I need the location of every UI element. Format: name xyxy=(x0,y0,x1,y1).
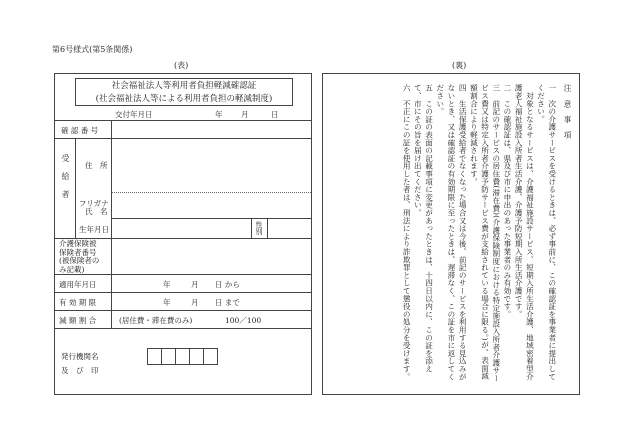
front-side-header: (表) xyxy=(174,61,189,70)
rule xyxy=(55,120,311,121)
address-label: 住 所 xyxy=(85,161,108,170)
expiry-month-label: 月 xyxy=(191,298,199,307)
seal-box xyxy=(203,348,218,365)
note-item: 四 生活保護受給者でなくなった場合又は今後、前記のサービスを利用する見込みがないとき、又は確認証の有効期限に至ったときは、遅滞なく、この証を市に返してください。 xyxy=(435,84,468,381)
insured-number-line: (被保険者の xyxy=(59,256,100,266)
rule xyxy=(55,138,311,139)
rule xyxy=(251,218,252,238)
rule xyxy=(111,120,112,238)
rule xyxy=(111,238,112,328)
card-title-box xyxy=(75,78,293,106)
issuer-seal-boxes xyxy=(147,348,217,365)
expiry-label: 有 効 期 限 xyxy=(59,298,97,307)
reduction-rate-label: 減 額 割 合 xyxy=(59,316,97,325)
seal-box xyxy=(175,348,190,365)
sex-label: 性別 xyxy=(255,221,263,235)
issue-year-label: 年 xyxy=(215,110,223,119)
issue-date-label: 交付年月日 xyxy=(115,110,153,119)
rule xyxy=(55,310,311,311)
birthdate-label: 生年月日 xyxy=(79,225,109,234)
form-number-label: 第6号様式(第5条関係) xyxy=(52,45,133,54)
note-item: 対象となるサービスは、介護福祉施設サービス、短期入所生活介護、地域密着型介護老人福祉施設入所者生活介護、介護予防短期入所生活介護です。 xyxy=(514,84,535,381)
notes-text xyxy=(401,84,573,384)
issue-date-row xyxy=(55,109,311,119)
card-title: 社会福祉法人等利用者負担軽減確認証 xyxy=(111,81,257,91)
note-item: 一 次の介護サービスを受けるときは、必ず事前に、この確認証を事業者に提出してください。 xyxy=(536,84,557,381)
insured-number-line: み記載) xyxy=(59,264,85,274)
rule xyxy=(75,138,76,238)
issuer-line: 発行機関名 xyxy=(61,352,99,361)
issue-month-label: 月 xyxy=(241,110,249,119)
rule xyxy=(111,218,311,219)
expiry-day-label: 日 まで xyxy=(215,298,240,307)
insured-number-line: 介護保険被 xyxy=(59,239,97,248)
start-day-label: 日 から xyxy=(215,280,240,289)
seal-box xyxy=(161,348,176,365)
note-item: 二 この確認証は、県及び市に申出のあった事業者のみ有効です。 xyxy=(502,84,512,318)
issue-day-label: 日 xyxy=(271,110,279,119)
seal-box xyxy=(189,348,204,365)
recipient-label: 受給者 xyxy=(61,154,70,208)
back-card xyxy=(322,73,580,395)
issuer-label xyxy=(61,350,99,378)
start-month-label: 月 xyxy=(191,280,199,289)
furigana-label: フリガナ xyxy=(79,199,109,208)
furigana-divider xyxy=(111,192,311,193)
notes-title: 注 意 事 項 xyxy=(563,84,572,139)
note-item: 六 不正にこの証を使用した者は、刑法により詐欺罪として懲役の処分を受けます。 xyxy=(402,84,412,381)
expiry-year-label: 年 xyxy=(163,298,171,307)
insured-number-label xyxy=(59,240,99,274)
note-item: 三 前記のサービスの居住費(滞在費)(介護保険制度における特定施設入所者介護サービス費又は特定入所者介護予防サービス費が支給されている場合に限る。)が、表面減額割合により軽減されます。 xyxy=(469,84,501,383)
name-label: 氏 名 xyxy=(85,207,108,216)
rule xyxy=(267,218,268,238)
insured-number-line: 保険者番号 xyxy=(59,247,97,257)
front-card xyxy=(54,73,312,395)
seal-box xyxy=(147,348,162,365)
rule xyxy=(55,292,311,293)
issuer-line: 及 び 印 xyxy=(61,366,99,375)
start-year-label: 年 xyxy=(163,280,171,289)
start-date-label: 適用年月日 xyxy=(59,280,97,289)
rule xyxy=(55,328,311,329)
back-side-header: (裏) xyxy=(452,61,467,70)
reduction-value: 100／100 xyxy=(225,316,262,325)
confirm-number-label: 確 認 番 号 xyxy=(61,126,99,135)
card-subtitle: (社会福祉法人等による利用者負担の軽減制度) xyxy=(95,93,273,104)
reduction-note: (居住費・滞在費のみ) xyxy=(119,316,193,325)
note-item: 五 この証の表面の記載事項に変更があったときは、十四日以内に、この証を添えて、市にその旨を届け出てください。 xyxy=(413,84,434,373)
